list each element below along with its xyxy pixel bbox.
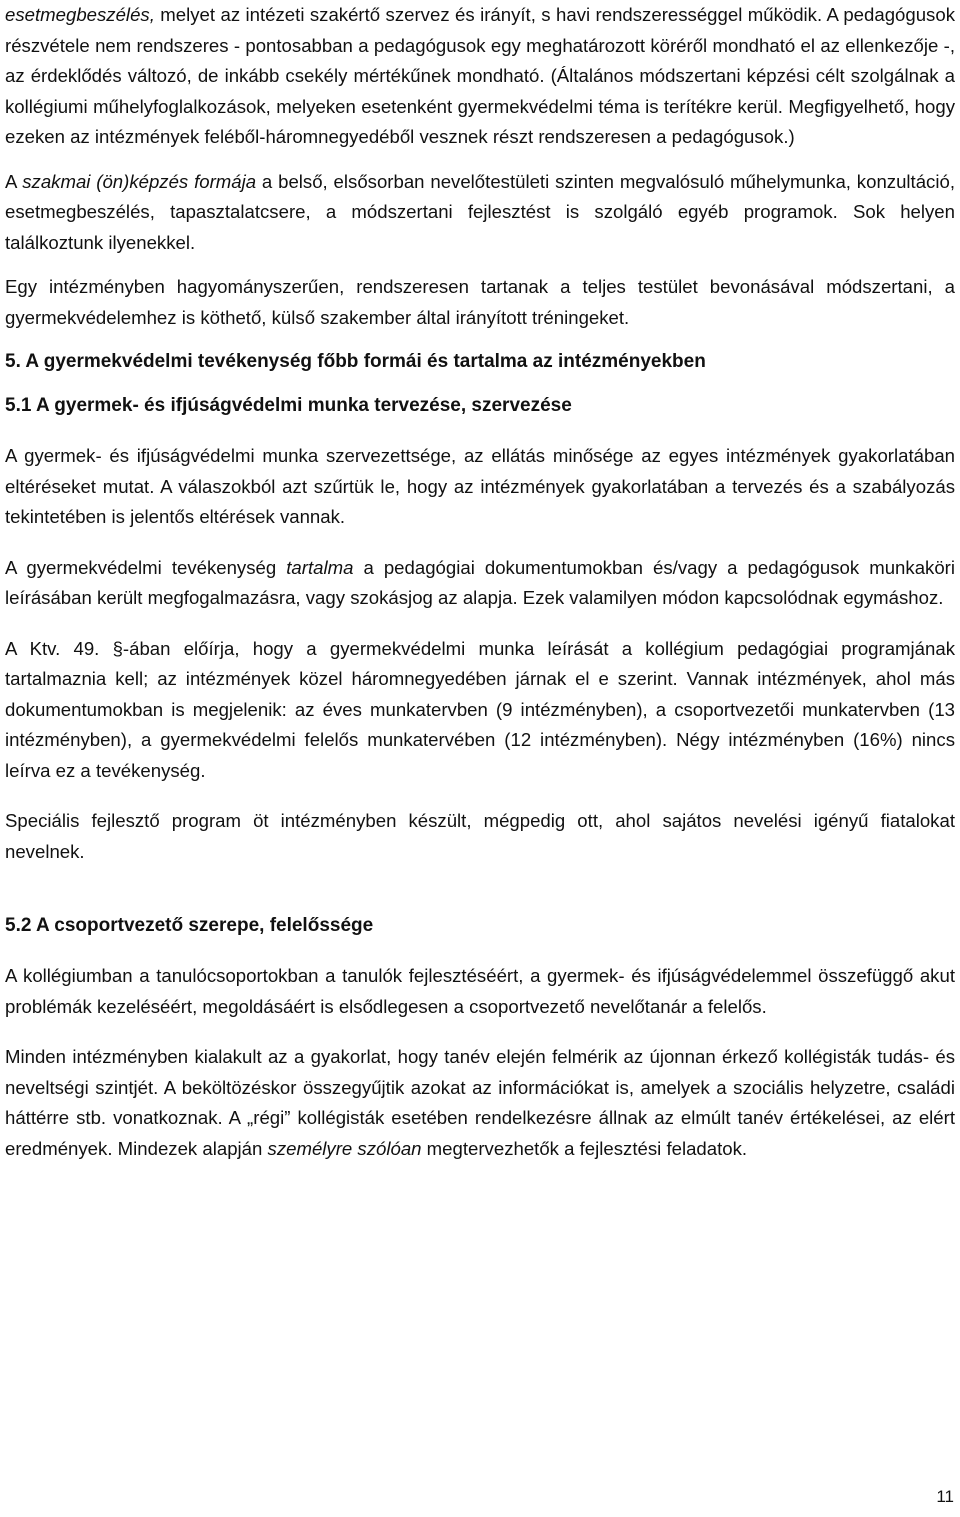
paragraph-text: melyet az intézeti szakértő szervez és irányít, s havi rendszerességgel működik. A pedagógusok részvétele nem rendszeres - pontosabban a pedagógusok egy meghatározott köréről mondható el az ellenkezője -, az érdeklődés változó, de inkább csekély mértékűnek mondható. (Általános módszertani képzési célt szolgálnak a kollégiumi műhelyfoglalkozások, melyeken esetenként gyermekvédelmi téma is terítékre kerül. Megfigyelhető, hogy ezeken az intézmények feléből-háromnegyedéből vesznek részt rendszeresen a pedagógusok.) xyxy=(5,4,955,147)
section-heading-5-1: 5.1 A gyermek- és ifjúságvédelmi munka tervezése, szervezése xyxy=(5,395,572,416)
emphasis: szakmai (ön)képzés formája xyxy=(22,170,257,192)
paragraph-ktv: A Ktv. 49. §-ában előírja, hogy a gyermekvédelmi munka leírását a kollégium pedagógiai programjának tartalmaznia kell; az intézmények közel háromnegyedében járnak el e szerint. Vannak intézmények, ahol más dokumentumokban is megjelenik: az éves munkatervben (9 intézményben), a csoportvezetői munkatervben (13 intézményben), a gyermekvédelmi felelős munkatervében (12 intézményben). Négy intézményben (16%) nincs leírva ez a tevékenység. xyxy=(5,637,955,781)
paragraph-text: a pedagógiai dokumentumokban és/vagy a pedagógusok munkaköri leírásában került megfogalmazásra, vagy szokásjog az alapja. Ezek valamilyen módon kapcsolódnak egymáshoz. xyxy=(5,556,955,608)
paragraph-treningek: Egy intézményben hagyományszerűen, rendszeresen tartanak a teljes testület bevonásával módszertani, a gyermekvédelemhez is köthető, külső szakember által irányított tréningeket. xyxy=(5,276,955,328)
paragraph-szervezettseg: A gyermek- és ifjúságvédelmi munka szervezettsége, az ellátás minősége az egyes intézmények gyakorlatában eltéréseket mutat. A válaszokból azt szűrtük le, hogy az intézmények gyakorlatában a tervezés és a szabályozás tekintetében is jelentős eltérések vannak. xyxy=(5,445,955,527)
paragraph-csoportvezeto: A kollégiumban a tanulócsoportokban a tanulók fejlesztéséért, a gyermek- és ifjúságvédelemmel összefüggő akut problémák kezeléséért, megoldásáért is elsődlegesen a csoportvezető nevelőtanár a felelős. xyxy=(5,965,955,1017)
paragraph-tartalma xyxy=(5,553,955,614)
paragraph-text: A gyermekvédelmi tevékenység xyxy=(5,556,287,578)
paragraph-text: megtervezhetők a fejlesztési feladatok. xyxy=(421,1137,748,1159)
emphasis: esetmegbeszélés, xyxy=(5,4,155,25)
paragraph-gyakorlat xyxy=(5,1042,955,1164)
paragraph-szakmai-kepzes xyxy=(5,167,955,259)
section-heading-5: 5. A gyermekvédelmi tevékenység főbb formái és tartalma az intézményekben xyxy=(5,351,706,372)
document-page xyxy=(5,0,955,1164)
paragraph-text: A xyxy=(5,170,23,192)
emphasis: tartalma xyxy=(286,556,354,578)
section-heading-5-2: 5.2 A csoportvezető szerepe, felelőssége xyxy=(5,915,374,936)
page-number: 11 xyxy=(936,1487,954,1506)
paragraph-specialis: Speciális fejlesztő program öt intézményben készült, mégpedig ott, ahol sajátos nevelési igényű fiatalokat nevelnek. xyxy=(5,810,955,862)
paragraph-text: Minden intézményben kialakult az a gyakorlat, hogy tanév elején felmérik az újonnan érkező kollégisták tudás- és neveltségi szintjét. A beköltözéskor összegyűjtik azokat az információkat is, amelyek a szociális helyzetre, családi háttérre stb. vonatkoznak. A „régi” kollégisták esetében rendelkezésre állnak az elmúlt tanév értékelései, az elért eredmények. Mindezek alapján xyxy=(5,1046,955,1159)
paragraph-esetmegbeszeles xyxy=(5,0,955,153)
emphasis: személyre szólóan xyxy=(267,1137,422,1159)
paragraph-text: a belső, elsősorban nevelőtestületi szinten megvalósuló műhelymunka, konzultáció, esetmegbeszélés, tapasztalatcsere, a módszertani fejlesztést is szolgáló egyéb programok. Sok helyen találkoztunk ilyenekkel. xyxy=(5,170,955,253)
